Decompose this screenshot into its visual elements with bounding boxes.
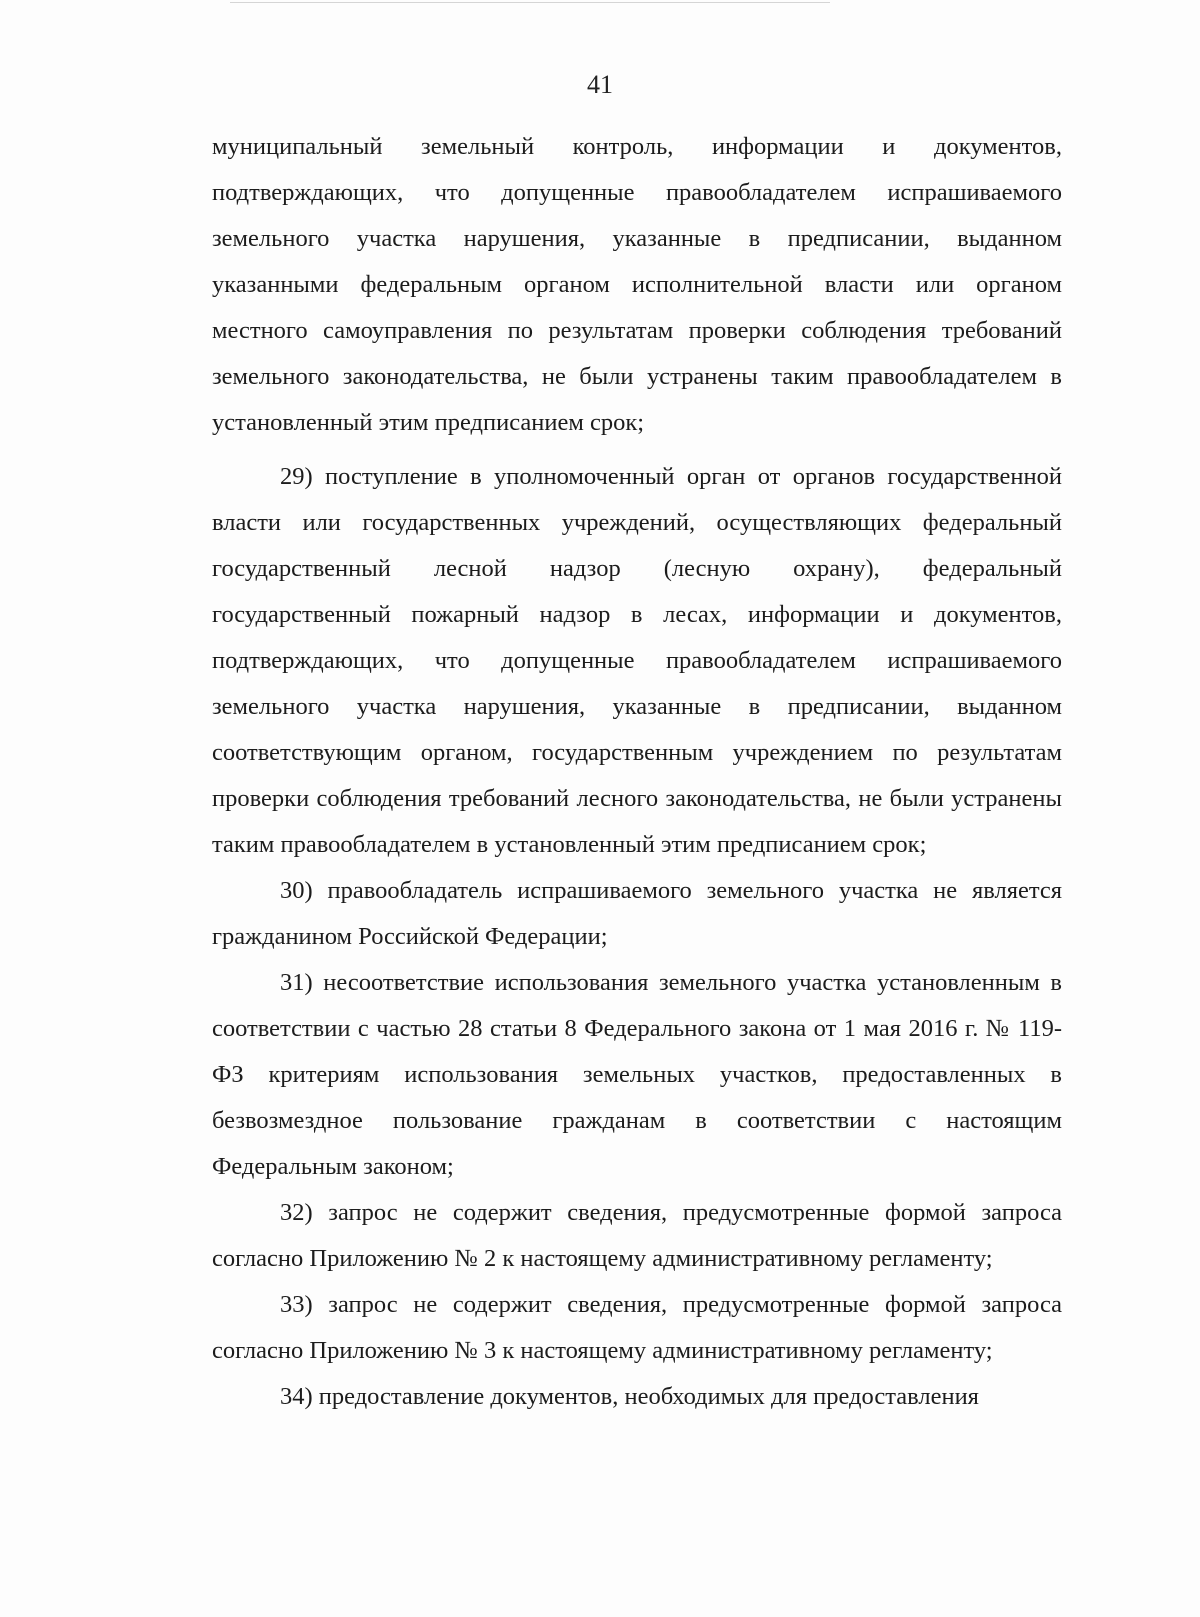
paragraph-item-31: 31) несоответствие использования земельного участка установленным в соответствии с частью 28 статьи 8 Федерального закона от 1 мая 2016 г. № 119-ФЗ критериям использования земельных участков, предоставленных в безвозмездное пользование гражданам в соответствии с настоящим Федеральным законом; [212,969,1062,1180]
paragraph-continuation: муниципальный земельный контроль, информации и документов, подтверждающих, что допущенные правообладателем испрашиваемого земельного участка нарушения, указанные в предписании, выданном указанными федеральным органом исполнительной власти или органом местного самоуправления по результатам проверки соблюдения требований земельного законодательства, не были устранены таким правообладателем в установленный этим предписанием срок; [212,133,1062,436]
page-number: 41 [587,70,613,99]
paragraph-item-34: 34) предоставление документов, необходимых для предоставления [280,1383,979,1410]
paragraph-gap [212,446,1062,454]
paragraph-item-32: 32) запрос не содержит сведения, предусмотренные формой запроса согласно Приложению № 2 к настоящему административному регламенту; [212,1199,1062,1272]
paragraph-item-29: 29) поступление в уполномоченный орган от органов государственной власти или государственных учреждений, осуществляющих федеральный государственный лесной надзор (лесную охрану), федеральный государственный пожарный надзор в лесах, информации и документов, подтверждающих, что допущенные правообладателем испрашиваемого земельного участка нарушения, указанные в предписании, выданном соответствующим органом, государственным учреждением по результатам проверки соблюдения требований лесного законодательства, не были устранены таким правообладателем в установленный этим предписанием срок; [212,463,1062,858]
paragraph-item-33: 33) запрос не содержит сведения, предусмотренные формой запроса согласно Приложению № 3 к настоящему административному регламенту; [212,1291,1062,1364]
document-body [212,124,1062,1420]
paragraph-item-30: 30) правообладатель испрашиваемого земельного участка не является гражданином Российской Федерации; [212,877,1062,950]
scan-edge-line [230,2,830,3]
